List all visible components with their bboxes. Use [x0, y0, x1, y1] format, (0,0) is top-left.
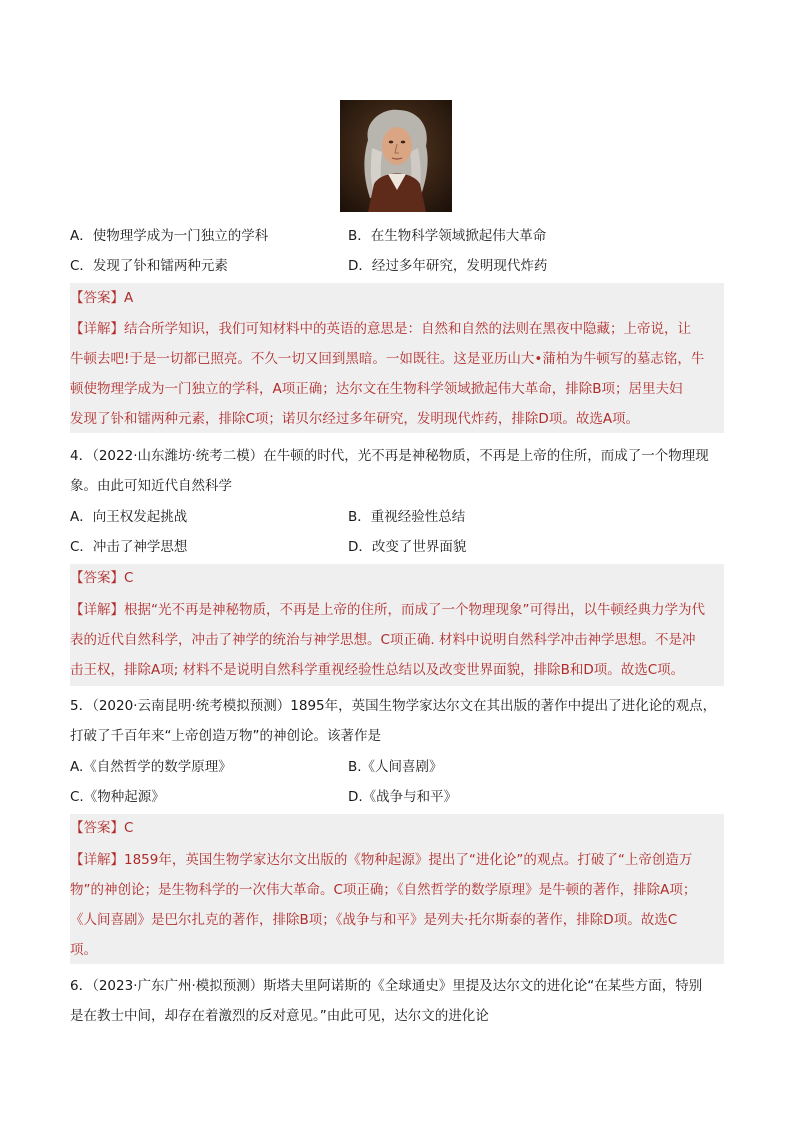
q6-stem-line: 是在教士中间，却存在着激烈的反对意见。”由此可见，达尔文的进化论: [70, 1008, 489, 1024]
q3-option-b: B．在生物科学领域掀起伟大革命: [348, 228, 547, 244]
portrait-drawing: [340, 100, 452, 212]
q4-option-d: D．改变了世界面貌: [348, 539, 467, 555]
q6-stem-line: 6．（2023·广东广州·模拟预测）斯塔夫里阿诺斯的《全球通史》里提及达尔文的进化论“在某些方面，特别: [70, 978, 703, 994]
q4-stem-line: 4．（2022·山东潍坊·统考二模）在牛顿的时代，光不再是神秘物质，不再是上帝的住所，而成了一个物理现: [70, 448, 709, 464]
q5-option-a: A.《自然哲学的数学原理》: [70, 759, 232, 775]
q3-option-d: D．经过多年研究，发明现代炸药: [348, 258, 548, 274]
q4-option-b: B．重视经验性总结: [348, 509, 466, 525]
q4-option-a: A．向王权发起挑战: [70, 509, 188, 525]
q5-stem-line: 打破了千百年来“上帝创造万物”的神创论。该著作是: [70, 728, 381, 744]
q5-stem-line: 5．（2020·云南昆明·统考模拟预测）1895年，英国生物学家达尔文在其出版的著作中提出了进化论的观点，: [70, 698, 717, 714]
q5-option-b: B.《人间喜剧》: [348, 759, 443, 775]
q3-detail-line: 【详解】结合所学知识，我们可知材料中的英语的意思是：自然和自然的法则在黑夜中隐藏；上帝说，让: [70, 321, 691, 337]
q4-stem-line: 象。由此可知近代自然科学: [70, 478, 232, 494]
q5-detail-line: 【详解】1859年，英国生物学家达尔文出版的《物种起源》提出了“进化论”的观点。打破了“上帝创造万: [70, 852, 693, 868]
q4-detail-line: 表的近代自然科学，冲击了神学的统治与神学思想。C项正确. 材料中说明自然科学冲击神学思想。不是冲: [70, 632, 696, 648]
q5-option-c: C.《物种起源》: [70, 789, 165, 805]
q3-detail-line: 发现了钋和镭两种元素，排除C项；诺贝尔经过多年研究，发明现代炸药，排除D项。故选A项。: [70, 411, 640, 427]
q3-detail-line: 牛顿去吧!于是一切都已照亮。不久一切又回到黑暗。一如既往。这是亚历山大•蒲柏为牛顿写的墓志铭，牛: [70, 351, 705, 367]
q4-option-c: C．冲击了神学思想: [70, 539, 188, 555]
q3-answer-tag: 【答案】A: [70, 290, 134, 306]
q5-answer-tag: 【答案】C: [70, 820, 134, 836]
q3-option-a: A．使物理学成为一门独立的学科: [70, 228, 269, 244]
q4-detail-line: 击王权，排除A项; 材料不是说明自然科学重视经验性总结以及改变世界面貌，排除B和D项。故选C项。: [70, 662, 685, 678]
q3-detail-line: 顿使物理学成为一门独立的学科，A项正确；达尔文在生物科学领域掀起伟大革命，排除B项；居里夫妇: [70, 381, 683, 397]
q4-detail-line: 【详解】根据“光不再是神秘物质，不再是上帝的住所，而成了一个物理现象”可得出，以牛顿经典力学为代: [70, 602, 705, 618]
q4-answer-tag: 【答案】C: [70, 570, 134, 586]
newton-portrait-image: [340, 100, 452, 212]
q5-detail-line: 项。: [70, 942, 97, 958]
q5-option-d: D.《战争与和平》: [348, 789, 458, 805]
q5-detail-line: 物”的神创论；是生物科学的一次伟大革命。C项正确；《自然哲学的数学原理》是牛顿的著作，排除A项；: [70, 882, 697, 898]
q5-detail-line: 《人间喜剧》是巴尔扎克的著作，排除B项；《战争与和平》是列夫·托尔斯泰的著作，排除D项。故选C: [70, 912, 678, 928]
q3-option-c: C．发现了钋和镭两种元素: [70, 258, 228, 274]
